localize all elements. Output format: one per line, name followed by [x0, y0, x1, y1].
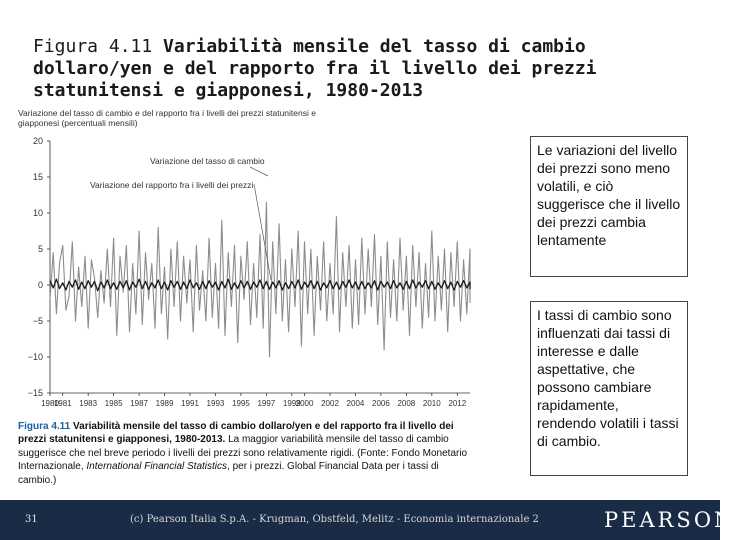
annotation-price-ratio-leader — [254, 184, 271, 280]
line-chart — [18, 108, 480, 416]
x-tick-label: 2002 — [321, 399, 339, 408]
x-tick-label: 2008 — [397, 399, 416, 408]
y-tick-label: 5 — [37, 244, 43, 254]
x-tick-label: 1997 — [257, 399, 276, 408]
y-tick-label: 0 — [37, 280, 43, 290]
x-tick-label: 1999 — [282, 399, 301, 408]
annotation-exchange-rate-leader — [250, 167, 268, 176]
slide-number: 31 — [25, 514, 38, 525]
annotation-price-ratio: Variazione del rapporto fra i livelli dei prezzi — [90, 180, 254, 190]
x-tick-label: 2006 — [372, 399, 390, 408]
x-tick-label: 1987 — [130, 399, 148, 408]
x-tick-label: 2004 — [346, 399, 365, 408]
slide-title — [33, 36, 633, 102]
pearson-logo: PEARSON — [604, 508, 735, 532]
y-tick-label: −5 — [32, 316, 43, 326]
y-tick-label: −10 — [27, 352, 43, 362]
figure-caption — [18, 420, 478, 487]
chart-ylabel-text: Variazione del tasso di cambio e del rapporto fra i livelli dei prezzi statunitensi e giapponesi (percentuali mensili) — [18, 108, 316, 128]
copyright-text: (c) Pearson Italia S.p.A. - Krugman, Obstfeld, Melitz - Economia internazionale 2 — [130, 514, 539, 525]
y-tick-label: 15 — [32, 172, 43, 182]
x-tick-label: 2010 — [422, 399, 441, 408]
x-tick-label: 1983 — [79, 399, 98, 408]
chart-area — [18, 108, 480, 416]
x-tick-label: 2012 — [448, 399, 467, 408]
y-tick-label: −15 — [27, 388, 43, 398]
chart-ylabel — [18, 108, 318, 134]
callout-box-exchange: I tassi di cambio sono influenzati dai tassi di interesse e dalle aspettative, che possono cambiare rapidamente, rendendo volatili i tassi di cambio. — [530, 301, 688, 476]
callout-box-prices: Le variazioni del livello dei prezzi sono meno volatili, e ciò suggerisce che il livello dei prezzi cambia lentamente — [530, 136, 688, 277]
x-tick-label: 1993 — [206, 399, 225, 408]
x-tick-label: 1995 — [232, 399, 250, 408]
caption-body: La maggior variabilità mensile del tasso di cambio suggerisce che nel breve periodo i livelli dei prezzi sono relativamente rigidi. (Fonte: Fondo Monetario Internazionale, — [18, 434, 468, 473]
caption-source: International Financial Statistics — [86, 461, 228, 473]
caption-end: , per i prezzi. Global Financial Data per i tassi di cambio.) — [18, 461, 439, 486]
x-tick-label: 1980 — [41, 399, 59, 408]
x-tick-label: 1981 — [53, 399, 72, 408]
x-tick-label: 1985 — [104, 399, 123, 408]
y-tick-label: 10 — [32, 208, 43, 218]
slide-title-main: Variabilità mensile del tasso di cambio dollaro/yen e del rapporto fra il livello dei prezzi statunitensi e giapponesi, 1980-2013 — [33, 36, 597, 101]
slide-title-prefix: Figura 4.11 — [33, 36, 164, 57]
x-tick-label: 2000 — [295, 399, 314, 408]
x-tick-label: 1989 — [155, 399, 174, 408]
caption-title: Variabilità mensile del tasso di cambio dollaro/yen e del rapporto fra il livello dei prezzi statunitensi e giapponesi, 1980-2013. — [18, 421, 454, 446]
footer-bar — [0, 500, 735, 540]
caption-label: Figura 4.11 — [18, 421, 71, 432]
annotation-exchange-rate: Variazione del tasso di cambio — [150, 156, 265, 166]
y-tick-label: 20 — [32, 136, 43, 146]
x-tick-label: 1991 — [181, 399, 199, 408]
